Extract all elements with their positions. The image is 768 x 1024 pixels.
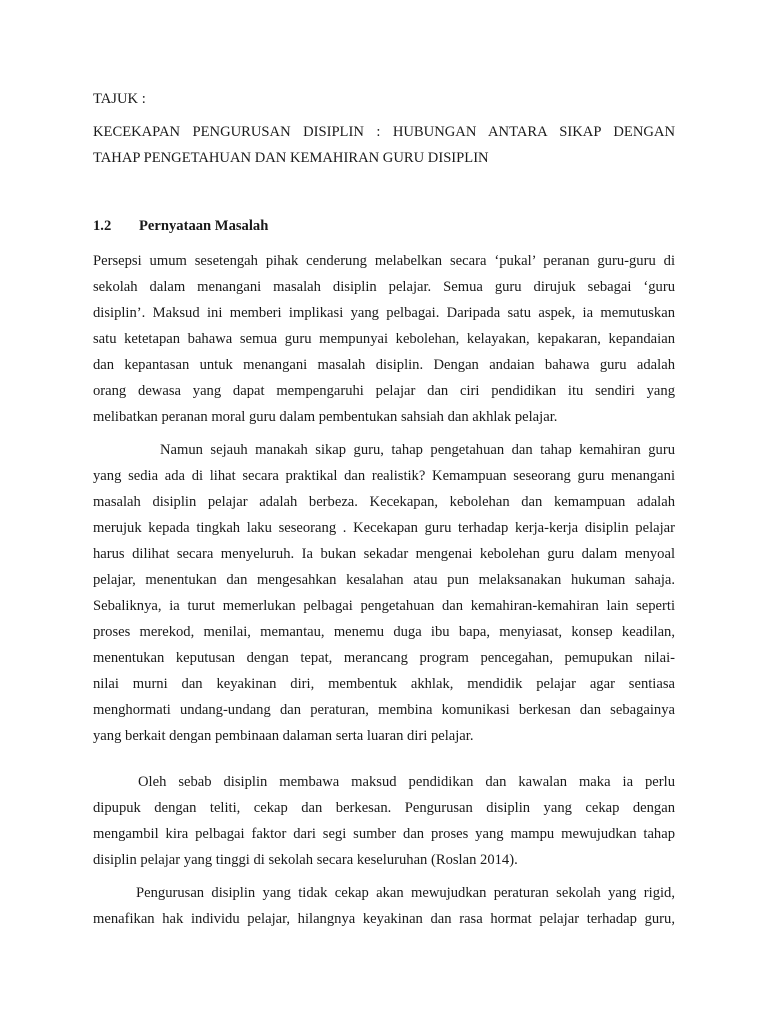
paragraph-2-line-11: menghormati undang-undang dan peraturan, membina komunikasi berkesan dan sebagainya xyxy=(93,702,675,718)
paragraph-2-line-7: Sebaliknya, ia turut memerlukan pelbagai pengetahuan dan kemahiran-kemahiran lain seperti xyxy=(93,598,675,614)
paragraph-2-line-10: nilai murni dan keyakinan diri, membentuk akhlak, mendidik pelajar agar sentiasa xyxy=(93,676,675,692)
paragraph-3-line-4: disiplin pelajar yang tinggi di sekolah secara keseluruhan (Roslan 2014). xyxy=(93,852,518,868)
paragraph-2-line-8: proses merekod, menilai, memantau, menemu duga ibu bapa, menyiasat, konsep keadilan, xyxy=(93,624,675,640)
paragraph-4-line-1: Pengurusan disiplin yang tidak cekap akan mewujudkan peraturan sekolah yang rigid, xyxy=(136,885,675,901)
title-line-1: KECEKAPAN PENGURUSAN DISIPLIN : HUBUNGAN ANTARA SIKAP DENGAN xyxy=(93,124,675,140)
paragraph-3-line-3: mengambil kira pelbagai faktor dari segi sumber dan proses yang mampu mewujudkan tahap xyxy=(93,826,675,842)
paragraph-3-line-1: Oleh sebab disiplin membawa maksud pendidikan dan kawalan maka ia perlu xyxy=(138,774,675,790)
paragraph-1-line-3: disiplin’. Maksud ini memberi implikasi yang pelbagai. Daripada satu aspek, ia memutuskan xyxy=(93,305,675,321)
section-title: Pernyataan Masalah xyxy=(139,218,269,234)
paragraph-2-line-2: yang sedia ada di lihat secara praktikal dan realistik? Kemampuan seseorang guru menangani xyxy=(93,468,675,484)
paragraph-1-line-1: Persepsi umum sesetengah pihak cenderung melabelkan secara ‘pukal’ peranan guru-guru di xyxy=(93,253,675,269)
paragraph-4-line-2: menafikan hak individu pelajar, hilangnya keyakinan dan rasa hormat pelajar terhadap guru, xyxy=(93,911,675,927)
paragraph-2-line-3: masalah disiplin pelajar adalah berbeza. Kecekapan, kebolehan dan kemampuan adalah xyxy=(93,494,675,510)
paragraph-1-line-5: dan kepantasan untuk menangani masalah disiplin. Dengan andaian bahawa guru adalah xyxy=(93,357,675,373)
paragraph-2-line-5: harus dilihat secara menyeluruh. Ia bukan sekadar mengenai kebolehan guru dalam menyoal xyxy=(93,546,675,562)
paragraph-3-line-2: dipupuk dengan teliti, cekap dan berkesan. Pengurusan disiplin yang cekap dengan xyxy=(93,800,675,816)
paragraph-1-line-7: melibatkan peranan moral guru dalam pembentukan sahsiah dan akhlak pelajar. xyxy=(93,409,558,425)
paragraph-2-line-12: yang berkait dengan pembinaan dalaman serta luaran diri pelajar. xyxy=(93,728,474,744)
paragraph-1-line-2: sekolah dalam menangani masalah disiplin pelajar. Semua guru dirujuk sebagai ‘guru xyxy=(93,279,675,295)
paragraph-2-line-1: Namun sejauh manakah sikap guru, tahap pengetahuan dan tahap kemahiran guru xyxy=(160,442,675,458)
paragraph-2-line-9: menentukan keputusan dengan tepat, merancang program pencegahan, pemupukan nilai- xyxy=(93,650,675,666)
section-number: 1.2 xyxy=(93,218,112,234)
title-line-2: TAHAP PENGETAHUAN DAN KEMAHIRAN GURU DISIPLIN xyxy=(93,150,489,166)
paragraph-1-line-6: orang dewasa yang dapat mempengaruhi pelajar dan ciri pendidikan itu sendiri yang xyxy=(93,383,675,399)
paragraph-2-line-4: merujuk kepada tingkah laku seseorang . Kecekapan guru terhadap kerja-kerja disiplin pelajar xyxy=(93,520,675,536)
paragraph-1-line-4: satu ketetapan bahawa semua guru mempunyai kebolehan, kelayakan, kepakaran, kepandaian xyxy=(93,331,675,347)
paragraph-2-line-6: pelajar, menentukan dan mengesahkan kesalahan atau pun melaksanakan hukuman sahaja. xyxy=(93,572,675,588)
document-label: TAJUK : xyxy=(93,91,146,107)
